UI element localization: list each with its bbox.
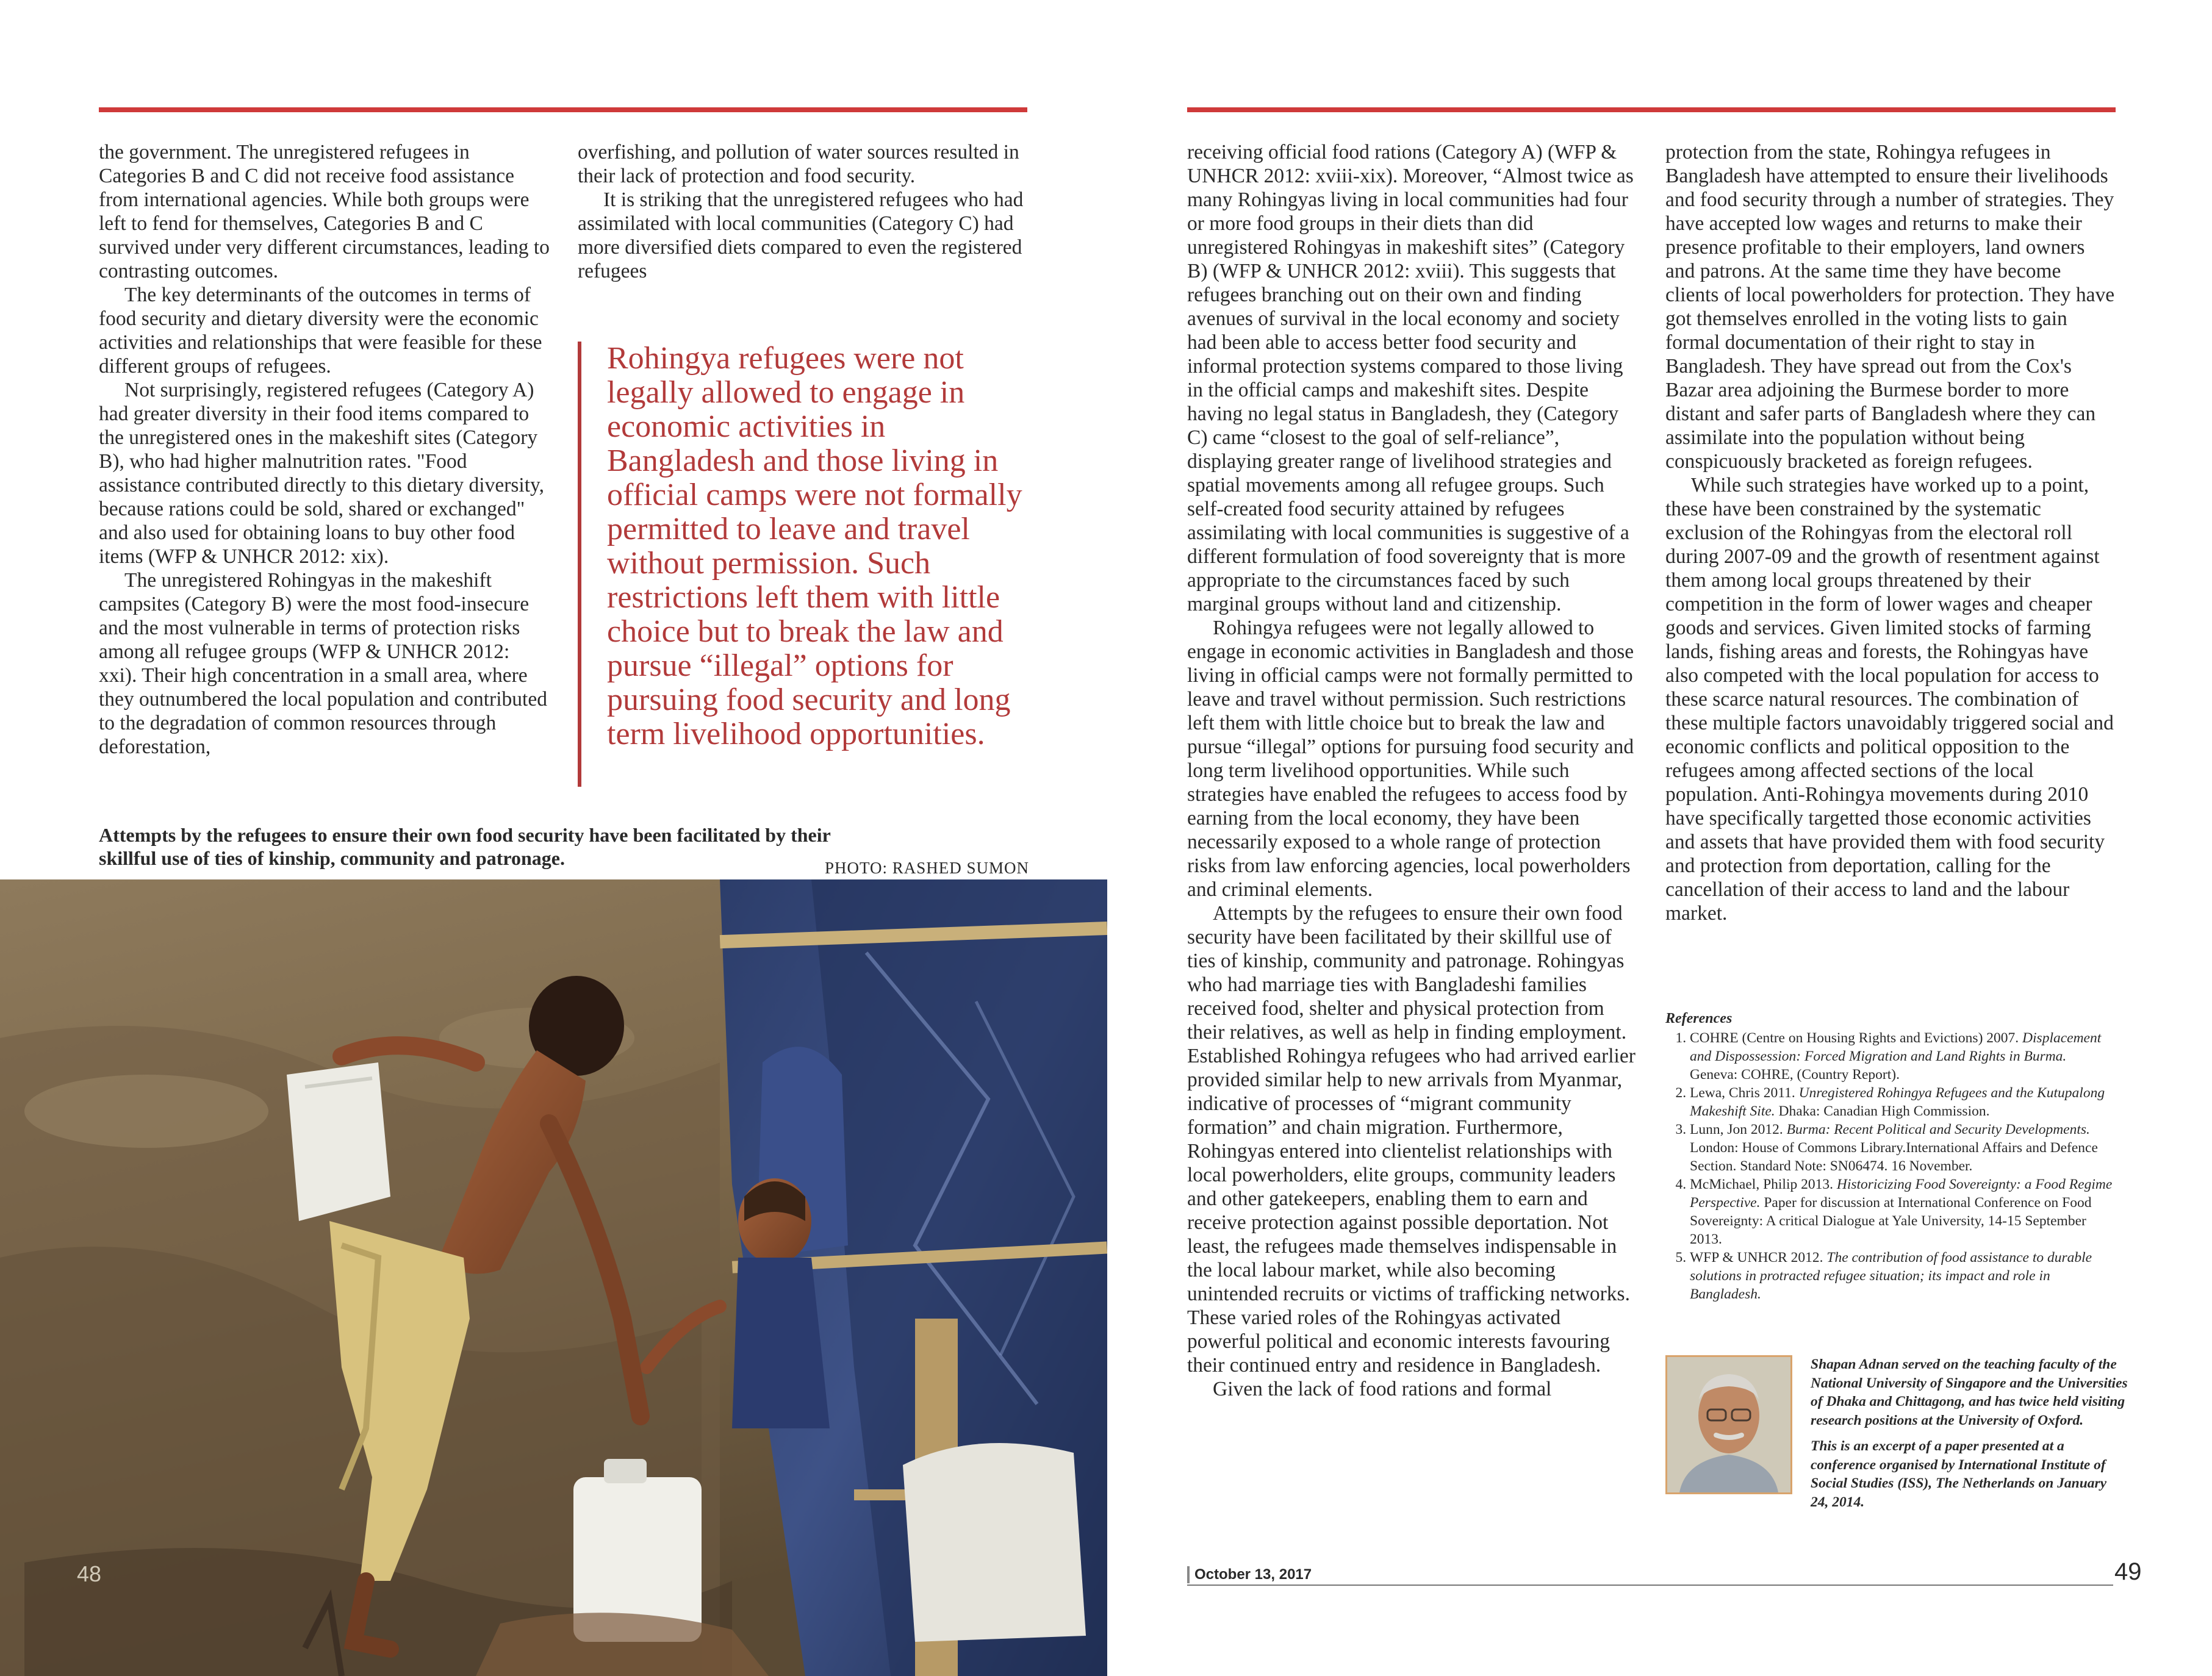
paragraph: protection from the state, Rohingya refugees in Bangladesh have attempted to ensure their livelihoods and food security through a number of strategies. They have accepted low wages and returns to make their presence profitable to their employers, land owners and patrons. At the same time they have become clients of local powerholders for protection. They have got themselves enrolled in the voting lists to gain formal documentation of their right to stay in Bangladesh. They have spread out from the Cox's Bazar area adjoining the Burmese border to more distant and safer parts of Bangladesh where they can assimilate into the population without being conspicuously bracketed as foreign refugees.	[1665, 141, 2115, 473]
pull-quote: Rohingya refugees were not legally allowed to engage in economic activities in Bangladesh and those living in official camps were not formally permitted to leave and travel without permission. Such restrictions left them with little choice but to break the law and pursue “illegal” options for pursuing food security and long term livelihood opportunities.	[578, 342, 1029, 787]
left-header-rule	[99, 107, 1027, 112]
paragraph: receiving official food rations (Category A) (WFP & UNHCR 2012: xviii-xix). Moreover, “Almost twice as many Rohingyas living in local communities had four or more food groups in their diets than did unregistered Rohingyas in makeshift sites” (Category B) (WFP & UNHCR 2012: xviii). This suggests that refugees branching out on their own and finding avenues of survival in the local economy and society had been able to access better food security and informal protection systems compared to those living in the official camps and makeshift sites. Despite having no legal status in Bangladesh, they (Category C) came “closest to the goal of self-reliance”, displaying greater range of livelihood strategies and spatial movements among all refugee groups. Such self-created food security attained by refugees assimilating with local communities is suggestive of a different formulation of food sovereignty that is more appropriate to the circumstances faced by such marginal groups without land and citizenship.	[1187, 141, 1634, 615]
paragraph: Rohingya refugees were not legally allowed to engage in economic activities in Bangladesh and those living in official camps were not formally permitted to leave and travel without permission. Such restrictions left them with little choice but to break the law and pursue “illegal” options for pursuing food security and long term livelihood opportunities. While such strategies have enabled the refugees to access food by earning from the local economy, they have been necessarily exposed to a whole range of protection risks from law enforcing agencies, local powerholders and criminal elements.	[1187, 617, 1634, 901]
paragraph: The key determinants of the outcomes in terms of food security and dietary diversity were the economic activities and relationships that were feasible for these different groups of refugees.	[99, 284, 542, 378]
right-column-2	[1665, 140, 2117, 925]
author-photo	[1665, 1355, 1792, 1494]
references-heading: References	[1665, 1011, 1733, 1026]
right-header-rule	[1187, 107, 2116, 112]
author-bio	[1811, 1355, 2128, 1519]
paragraph: The unregistered Rohingyas in the makeshift campsites (Category B) were the most food-insecure and the most vulnerable in terms of protection risks among all refugee groups (WFP & UNHCR 2012: xxi). Their high concentration in a small area, where they outnumbered the local population and contributed to the degradation of common resources through deforestation,	[99, 569, 547, 758]
issue-date: October 13, 2017	[1187, 1566, 1312, 1583]
reference-item: 2. Lewa, Chris 2011. Unregistered Rohingya Refugees and the Kutupalong Makeshift Site. Dhaka: Canadian High Commission.	[1690, 1084, 2117, 1120]
photo-caption: Attempts by the refugees to ensure their own food security have been facilitated by their skillful use of ties of kinship, community and patronage.	[99, 824, 831, 869]
excerpt-note: This is an excerpt of a paper presented at a conference organised by International Institute of Social Studies (ISS), The Netherlands on January 24, 2014.	[1811, 1438, 2107, 1510]
paragraph: Given the lack of food rations and formal	[1213, 1378, 1552, 1400]
refugee-photo	[0, 879, 1107, 1676]
reference-item: 4. McMichael, Philip 2013. Historicizing Food Sovereignty: a Food Regime Perspective. Paper for discussion at International Conference on Food Sovereignty: A critical Dialogue at Yale University, 14-15 September 2013.	[1690, 1175, 2117, 1248]
paragraph: Attempts by the refugees to ensure their own food security have been facilitated by their skillful use of ties of kinship, community and patronage. Rohingyas who had marriage ties with Bangladeshi families received food, shelter and physical protection from their relatives, as well as help in finding employment. Established Rohingya refugees who had arrived earlier provided similar help to new arrivals from Myanmar, indicative of processes of “migrant community formation” and chain migration. Furthermore, Rohingyas entered into clientelist relationships with local powerholders, elite groups, community leaders and other gatekeepers, enabling them to earn and receive protection against possible deportation. Not least, the refugees made themselves indispensable in the local labour market, while also becoming unintended recruits or victims of trafficking networks. These varied roles of the Rohingyas activated powerful political and economic interests favouring their continued entry and residence in Bangladesh.	[1187, 902, 1636, 1377]
page-number-right: 49	[2114, 1558, 2142, 1585]
left-column-1	[99, 140, 550, 759]
right-column-1	[1187, 140, 1639, 1401]
footer-rule	[1187, 1585, 2113, 1586]
left-column-2	[578, 140, 1029, 283]
page-number-left: 48	[77, 1561, 102, 1586]
paragraph: Not surprisingly, registered refugees (Category A) had greater diversity in their food items compared to the unregistered ones in the makeshift sites (Category B), who had higher malnutrition rates. "Food assistance contributed directly to this dietary diversity, because rations could be sold, shared or exchanged" and also used for obtaining loans to buy other food items (WFP & UNHCR 2012: xix).	[99, 379, 544, 568]
reference-item: 5. WFP & UNHCR 2012. The contribution of food assistance to durable solutions in protracted refugee situation; its impact and role in Bangladesh.	[1690, 1248, 2117, 1303]
paragraph: While such strategies have worked up to a point, these have been constrained by the systematic exclusion of the Rohingyas from the electoral roll during 2007-09 and the growth of resentment against them among local groups threatened by their competition in the form of lower wages and cheaper goods and services. Given limited stocks of farming lands, fishing areas and forests, the Rohingyas have also competed with the local population for access to these scarce natural resources. The combination of these multiple factors unavoidably triggered social and economic conflicts and political opposition to the refugees among affected sections of the local population. Anti-Rohingya movements during 2010 have specifically targetted those economic activities and assets that have provided them with food security and protection from deportation, calling for the cancellation of their access to land and the labour market.	[1665, 474, 2114, 925]
references	[1665, 1009, 2117, 1303]
reference-item: 1. COHRE (Centre on Housing Rights and Evictions) 2007. Displacement and Dispossession: Forced Migration and Land Rights in Burma. Geneva: COHRE, (Country Report).	[1690, 1029, 2117, 1084]
references-list	[1665, 1029, 2117, 1303]
paragraph: the government. The unregistered refugees in Categories B and C did not receive food assistance from international agencies. While both groups were left to fend for themselves, Categories B and C survived under very different circumstances, leading to contrasting outcomes.	[99, 141, 550, 282]
paragraph: It is striking that the unregistered refugees who had assimilated with local communities (Category C) had more diversified diets compared to even the registered refugees	[578, 188, 1024, 282]
author-bio-text: Shapan Adnan served on the teaching faculty of the National University of Singapore and the Universities of Dhaka and Chittagong, and has twice held visiting research positions at the University of Oxford.	[1811, 1356, 2128, 1428]
paragraph: overfishing, and pollution of water sources resulted in their lack of protection and food security.	[578, 141, 1019, 187]
reference-item: 3. Lunn, Jon 2012. Burma: Recent Political and Security Developments. London: House of Commons Library.International Affairs and Defence Section. Standard Note: SN06474. 16 November.	[1690, 1120, 2117, 1175]
photo-credit: PHOTO: RASHED SUMON	[825, 859, 1030, 877]
